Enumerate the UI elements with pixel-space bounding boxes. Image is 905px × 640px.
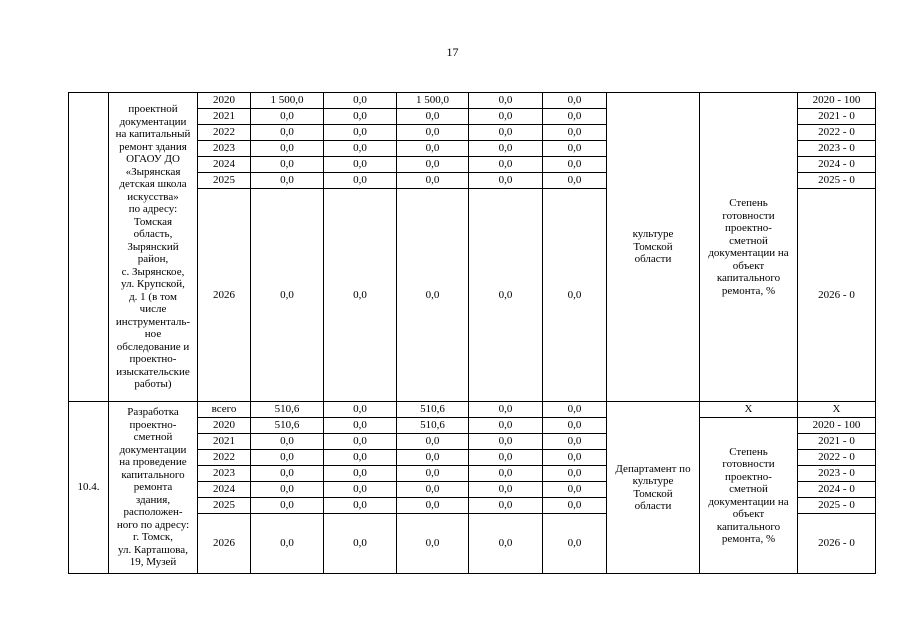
value-cell: 0,0 xyxy=(543,402,607,418)
year-cell: 2026 xyxy=(198,189,251,402)
year-cell: 2026 xyxy=(198,514,251,574)
value-cell: 0,0 xyxy=(397,466,469,482)
target-cell: 2021 - 0 xyxy=(798,434,876,450)
value-cell: 0,0 xyxy=(543,418,607,434)
value-cell: 0,0 xyxy=(324,141,397,157)
value-cell: 0,0 xyxy=(543,125,607,141)
value-cell: 0,0 xyxy=(324,450,397,466)
value-cell: 0,0 xyxy=(543,498,607,514)
value-cell: 0,0 xyxy=(543,482,607,498)
value-cell: 0,0 xyxy=(324,466,397,482)
year-cell: 2021 xyxy=(198,434,251,450)
value-cell: 0,0 xyxy=(324,189,397,402)
value-cell: 0,0 xyxy=(251,173,324,189)
target-cell: 2024 - 0 xyxy=(798,482,876,498)
year-cell: всего xyxy=(198,402,251,418)
year-cell: 2022 xyxy=(198,450,251,466)
executor-cell: культуре Томской области xyxy=(607,93,700,402)
value-cell: 0,0 xyxy=(251,466,324,482)
value-cell: 0,0 xyxy=(324,125,397,141)
value-cell: 0,0 xyxy=(251,482,324,498)
year-cell: 2024 xyxy=(198,157,251,173)
value-cell: 0,0 xyxy=(397,450,469,466)
value-cell: 510,6 xyxy=(251,402,324,418)
value-cell: 0,0 xyxy=(397,498,469,514)
target-cell: 2022 - 0 xyxy=(798,125,876,141)
table-row xyxy=(69,93,876,109)
target-cell: 2023 - 0 xyxy=(798,141,876,157)
year-cell: 2021 xyxy=(198,109,251,125)
value-cell: 0,0 xyxy=(324,402,397,418)
target-cell: 2023 - 0 xyxy=(798,466,876,482)
year-cell: 2022 xyxy=(198,125,251,141)
executor-cell: Департамент по культуре Томской области xyxy=(607,402,700,574)
value-cell: 0,0 xyxy=(469,434,543,450)
value-cell: 0,0 xyxy=(469,482,543,498)
indicator-total-cell: Х xyxy=(700,402,798,418)
value-cell: 0,0 xyxy=(543,93,607,109)
value-cell: 0,0 xyxy=(324,93,397,109)
value-cell: 0,0 xyxy=(397,514,469,574)
value-cell: 0,0 xyxy=(251,157,324,173)
value-cell: 0,0 xyxy=(324,498,397,514)
value-cell: 0,0 xyxy=(469,498,543,514)
target-total-cell: Х xyxy=(798,402,876,418)
value-cell: 0,0 xyxy=(397,482,469,498)
value-cell: 0,0 xyxy=(543,434,607,450)
value-cell: 0,0 xyxy=(324,434,397,450)
year-cell: 2024 xyxy=(198,482,251,498)
value-cell: 0,0 xyxy=(469,141,543,157)
item-description: Разработка проектно- сметной документации на проведение капитального ремонта здания, расположен- ного по адресу: г. Томск, ул. Карташова, 19, Музей xyxy=(109,402,198,574)
year-cell: 2025 xyxy=(198,498,251,514)
target-cell: 2025 - 0 xyxy=(798,498,876,514)
value-cell: 0,0 xyxy=(469,466,543,482)
value-cell: 0,0 xyxy=(324,514,397,574)
target-cell: 2021 - 0 xyxy=(798,109,876,125)
value-cell: 0,0 xyxy=(397,109,469,125)
value-cell: 0,0 xyxy=(251,450,324,466)
target-cell: 2026 - 0 xyxy=(798,189,876,402)
value-cell: 0,0 xyxy=(543,450,607,466)
value-cell: 510,6 xyxy=(251,418,324,434)
value-cell: 0,0 xyxy=(397,173,469,189)
value-cell: 0,0 xyxy=(469,93,543,109)
target-cell: 2022 - 0 xyxy=(798,450,876,466)
item-description: проектной документации на капитальный ремонт здания ОГАОУ ДО «Зырянская детская школа искусства» по адресу: Томская область, Зырянский район, с. Зырянское, ул. Крупской, д. 1 (в том числе инструменталь- ное обследование и проектно- изыскательские работы) xyxy=(109,93,198,402)
value-cell: 0,0 xyxy=(397,141,469,157)
target-cell: 2020 - 100 xyxy=(798,418,876,434)
value-cell: 0,0 xyxy=(469,418,543,434)
value-cell: 0,0 xyxy=(543,109,607,125)
value-cell: 1 500,0 xyxy=(397,93,469,109)
value-cell: 0,0 xyxy=(324,418,397,434)
value-cell: 0,0 xyxy=(251,434,324,450)
value-cell: 0,0 xyxy=(397,434,469,450)
year-cell: 2020 xyxy=(198,93,251,109)
value-cell: 0,0 xyxy=(251,498,324,514)
value-cell: 0,0 xyxy=(543,157,607,173)
target-cell: 2026 - 0 xyxy=(798,514,876,574)
value-cell: 510,6 xyxy=(397,418,469,434)
program-table xyxy=(68,92,876,574)
value-cell: 0,0 xyxy=(251,189,324,402)
value-cell: 1 500,0 xyxy=(251,93,324,109)
value-cell: 0,0 xyxy=(469,125,543,141)
value-cell: 0,0 xyxy=(543,189,607,402)
value-cell: 0,0 xyxy=(469,157,543,173)
indicator-cell: Степень готовности проектно- сметной документации на объект капитального ремонта, % xyxy=(700,93,798,402)
item-number-cell: 10.4. xyxy=(69,402,109,574)
value-cell: 0,0 xyxy=(543,514,607,574)
table-row xyxy=(69,402,876,418)
target-cell: 2025 - 0 xyxy=(798,173,876,189)
year-cell: 2023 xyxy=(198,466,251,482)
value-cell: 0,0 xyxy=(397,157,469,173)
value-cell: 0,0 xyxy=(469,450,543,466)
target-cell: 2024 - 0 xyxy=(798,157,876,173)
value-cell: 0,0 xyxy=(324,109,397,125)
value-cell: 0,0 xyxy=(469,514,543,574)
value-cell: 0,0 xyxy=(469,109,543,125)
value-cell: 0,0 xyxy=(543,173,607,189)
year-cell: 2023 xyxy=(198,141,251,157)
value-cell: 0,0 xyxy=(324,157,397,173)
value-cell: 0,0 xyxy=(469,173,543,189)
value-cell: 0,0 xyxy=(469,402,543,418)
target-cell: 2020 - 100 xyxy=(798,93,876,109)
value-cell: 0,0 xyxy=(251,141,324,157)
page-number: 17 xyxy=(446,45,459,59)
value-cell: 510,6 xyxy=(397,402,469,418)
indicator-cell: Степень готовности проектно- сметной документации на объект капитального ремонта, % xyxy=(700,418,798,574)
item-number-cell xyxy=(69,93,109,402)
value-cell: 0,0 xyxy=(324,482,397,498)
year-cell: 2025 xyxy=(198,173,251,189)
value-cell: 0,0 xyxy=(543,141,607,157)
value-cell: 0,0 xyxy=(469,189,543,402)
value-cell: 0,0 xyxy=(251,125,324,141)
value-cell: 0,0 xyxy=(251,514,324,574)
year-cell: 2020 xyxy=(198,418,251,434)
value-cell: 0,0 xyxy=(543,466,607,482)
value-cell: 0,0 xyxy=(397,125,469,141)
value-cell: 0,0 xyxy=(324,173,397,189)
value-cell: 0,0 xyxy=(397,189,469,402)
value-cell: 0,0 xyxy=(251,109,324,125)
